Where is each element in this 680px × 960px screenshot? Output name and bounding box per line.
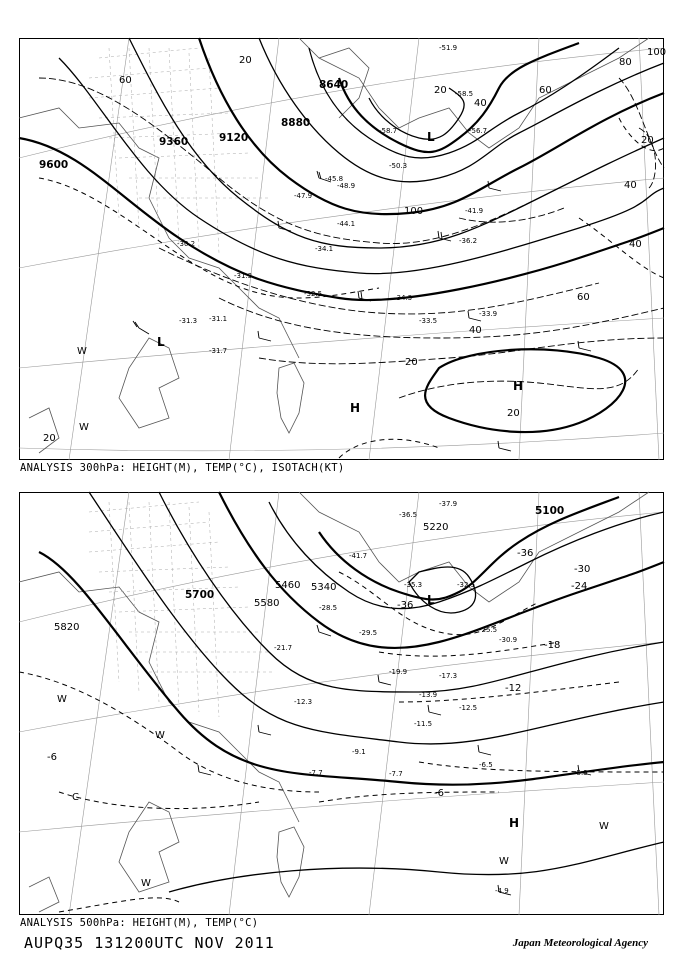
station-value: -48.9 — [337, 182, 356, 190]
cold-marker: C — [72, 792, 79, 803]
height-label: 9600 — [39, 159, 69, 171]
low-center-marker: L — [427, 130, 435, 144]
station-value: -28.5 — [319, 604, 338, 612]
warm-marker: W — [499, 856, 509, 867]
station-value: -9.1 — [352, 748, 366, 756]
isotach-label: 20 — [434, 85, 447, 96]
warm-marker: W — [155, 730, 165, 741]
height-label: 5820 — [54, 622, 80, 633]
isotach-label: 60 — [577, 292, 590, 303]
station-value: -5.3 — [574, 769, 588, 777]
bulletin-header: AUPQ35 131200UTC NOV 2011 — [24, 934, 275, 952]
station-value: -29.5 — [359, 629, 378, 637]
station-value: -7.7 — [309, 769, 323, 777]
station-value: -37.9 — [439, 500, 458, 508]
isotach-label: 60 — [539, 85, 552, 96]
station-value: -41.9 — [465, 207, 484, 215]
height-label: 5700 — [185, 589, 215, 601]
station-value: -13.9 — [419, 691, 438, 699]
station-value: -33.9 — [479, 310, 498, 318]
station-value: -30.9 — [499, 636, 518, 644]
station-value: -58.7 — [379, 127, 398, 135]
station-value: -44.1 — [337, 220, 356, 228]
station-value: -50.3 — [389, 162, 408, 170]
station-value: -34.3 — [394, 294, 413, 302]
low-center-marker: L — [427, 593, 435, 607]
station-value: -36.5 — [399, 511, 418, 519]
station-value: -12.3 — [294, 698, 313, 706]
station-value: -31.3 — [179, 317, 198, 325]
temp-label: -36 — [397, 600, 414, 611]
temp-label: -12 — [505, 683, 522, 694]
panel-caption-300hpa: ANALYSIS 300hPa: HEIGHT(M), TEMP(°C), ISOTACH(KT) — [20, 462, 345, 474]
height-label: 5340 — [311, 582, 337, 593]
temp-label: -30 — [574, 564, 591, 575]
station-value: -31.1 — [209, 315, 228, 323]
height-label: 9120 — [219, 132, 249, 144]
isotach-label: 40 — [629, 239, 642, 250]
temp-label: -18 — [544, 640, 561, 651]
height-label: 5460 — [275, 580, 301, 591]
isotach-label: 40 — [474, 98, 487, 109]
panel-caption-500hpa: ANALYSIS 500hPa: HEIGHT(M), TEMP(°C) — [20, 917, 259, 929]
station-value: -21.7 — [274, 644, 293, 652]
station-value: -11.5 — [414, 720, 433, 728]
isotach-label: 100 — [404, 206, 424, 217]
low-center-marker: L — [157, 335, 165, 349]
temp-label: -6 — [434, 788, 444, 799]
map-500hpa-svg — [19, 492, 664, 915]
isotach-label: 80 — [619, 57, 632, 68]
station-value: -47.9 — [294, 192, 313, 200]
station-value: -4.9 — [495, 887, 509, 895]
temp-label: -36 — [517, 548, 534, 559]
station-value: -58.5 — [455, 90, 474, 98]
isotach-label: 20 — [507, 408, 520, 419]
station-value: -35.3 — [404, 581, 423, 589]
isotach-label: 20 — [239, 55, 252, 66]
isotach-label: 20 — [641, 135, 654, 146]
height-label: 9360 — [159, 136, 189, 148]
station-value: -31.3 — [234, 272, 253, 280]
station-value: -32.5 — [457, 581, 476, 589]
isotach-label: 20 — [43, 433, 56, 444]
warm-marker: W — [599, 821, 609, 832]
high-center-marker: H — [350, 401, 361, 415]
station-value: -34.1 — [315, 245, 334, 253]
isotach-label: 40 — [469, 325, 482, 336]
station-value: -12.5 — [459, 704, 478, 712]
station-value: -17.3 — [439, 672, 458, 680]
height-label: 5100 — [535, 505, 565, 517]
warm-marker: W — [141, 878, 151, 889]
station-value: -7.7 — [389, 770, 403, 778]
warm-marker: W — [57, 694, 67, 705]
station-value: -36.2 — [459, 237, 478, 245]
station-value: -56.7 — [469, 127, 488, 135]
isotach-label: 20 — [405, 357, 418, 368]
high-center-marker: H — [509, 816, 520, 830]
station-value: -6.5 — [479, 761, 493, 769]
warm-marker: W — [77, 346, 87, 357]
height-label: 8880 — [281, 117, 311, 129]
isotach-label: 60 — [119, 75, 132, 86]
station-value: -33.5 — [419, 317, 438, 325]
isotach-label: 40 — [624, 180, 637, 191]
station-value: -45.8 — [325, 175, 344, 183]
station-value: -41.7 — [349, 552, 368, 560]
station-value: -30.2 — [177, 240, 196, 248]
map-panel-500hpa — [19, 492, 664, 915]
isotach-label: 100 — [647, 47, 667, 58]
station-value: -19.9 — [389, 668, 408, 676]
temp-label: -6 — [47, 752, 57, 763]
map-frame — [20, 493, 664, 915]
station-value: -31.7 — [209, 347, 228, 355]
station-value: -51.9 — [439, 44, 458, 52]
station-value: -32.5 — [304, 290, 323, 298]
map-300hpa-svg — [19, 38, 667, 460]
temp-label: -24 — [571, 581, 588, 592]
high-center-marker: H — [513, 379, 524, 393]
warm-marker: W — [79, 422, 89, 433]
height-label: 5220 — [423, 522, 449, 533]
station-value: -25.5 — [479, 626, 498, 634]
agency-credit: Japan Meteorological Agency — [512, 937, 648, 949]
map-panel-300hpa — [19, 38, 667, 460]
height-label: 5580 — [254, 598, 280, 609]
height-label: 8640 — [319, 79, 349, 91]
